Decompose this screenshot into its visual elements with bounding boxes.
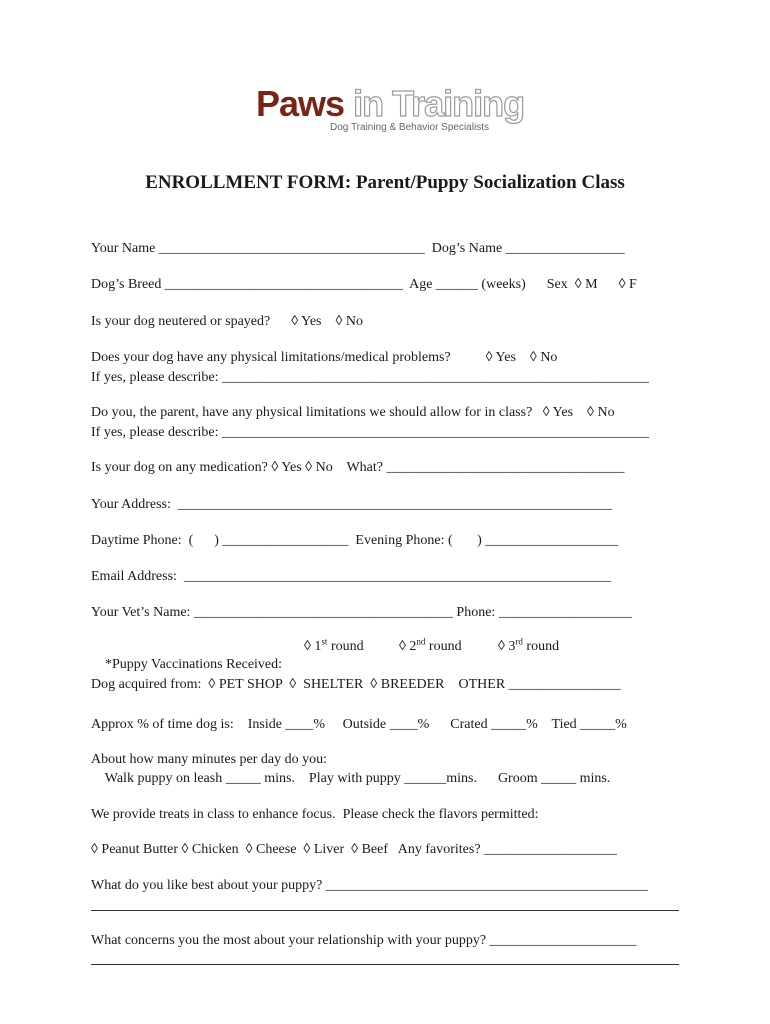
dogs-breed-line[interactable]: Dog’s Breed __________________________________ Age ______ (weeks) Sex ◊ M ◊ F [91,277,637,292]
address-line[interactable]: Your Address: ______________________________________________________________ [91,497,612,512]
like-best-line[interactable]: What do you like best about your puppy? ______________________________________________ [91,878,648,893]
vet-line[interactable]: Your Vet’s Name: _____________________________________ Phone: ___________________ [91,605,632,620]
email-line[interactable]: Email Address: _____________________________________________________________ [91,569,611,584]
your-name-line[interactable]: Your Name ______________________________________ Dog’s Name _________________ [91,241,625,256]
vaccination-1st-round[interactable]: ◊ 1st round [304,636,364,654]
treat-flavors-line[interactable]: ◊ Peanut Butter ◊ Chicken ◊ Cheese ◊ Liver ◊ Beef Any favorites? ___________________ [91,842,618,857]
logo-wordmark [256,84,524,124]
paws-in-training-logo [256,83,525,136]
parent-limitations-question[interactable]: Do you, the parent, have any physical limitations we should allow for in class? ◊ Yes ◊ No [91,405,615,420]
acquired-from-line[interactable]: Dog acquired from: ◊ PET SHOP ◊ SHELTER ◊ BREEDER OTHER ________________ [91,677,621,692]
vaccination-3rd-round[interactable]: ◊ 3rd round [498,636,560,654]
concerns-extra-rule[interactable] [91,964,679,965]
treats-question: We provide treats in class to enhance focus. Please check the flavors permitted: [91,807,539,822]
minutes-answer-line[interactable]: Walk puppy on leash _____ mins. Play with puppy ______mins. Groom _____ mins. [91,771,611,786]
like-best-extra-rule[interactable] [91,910,679,911]
concerns-line[interactable]: What concerns you the most about your relationship with your puppy? _____________________ [91,933,637,948]
logo-tagline: Dog Training & Behavior Specialists [330,122,489,133]
parent-describe-line[interactable]: If yes, please describe: _____________________________________________________________ [91,425,649,440]
logo-brand-bold: Paws [256,83,345,124]
time-percentage-line[interactable]: Approx % of time dog is: Inside ____% Outside ____% Crated _____% Tied _____% [91,717,627,732]
form-title: ENROLLMENT FORM: Parent/Puppy Socialization Class [145,172,625,193]
limitations-describe-line[interactable]: If yes, please describe: _____________________________________________________________ [91,370,649,385]
vaccination-2nd-round[interactable]: ◊ 2nd round [399,636,462,654]
logo-brand-outline: in Training [353,83,525,124]
neutered-line[interactable]: Is your dog neutered or spayed? ◊ Yes ◊ No [91,314,364,329]
limitations-question[interactable]: Does your dog have any physical limitations/medical problems? ◊ Yes ◊ No [91,350,558,365]
phone-line[interactable]: Daytime Phone: ( ) __________________ Evening Phone: ( ) ___________________ [91,533,619,548]
medication-line[interactable]: Is your dog on any medication? ◊ Yes ◊ No What? __________________________________ [91,460,625,475]
minutes-question: About how many minutes per day do you: [91,752,328,767]
vaccinations-label: *Puppy Vaccinations Received: [105,657,283,672]
